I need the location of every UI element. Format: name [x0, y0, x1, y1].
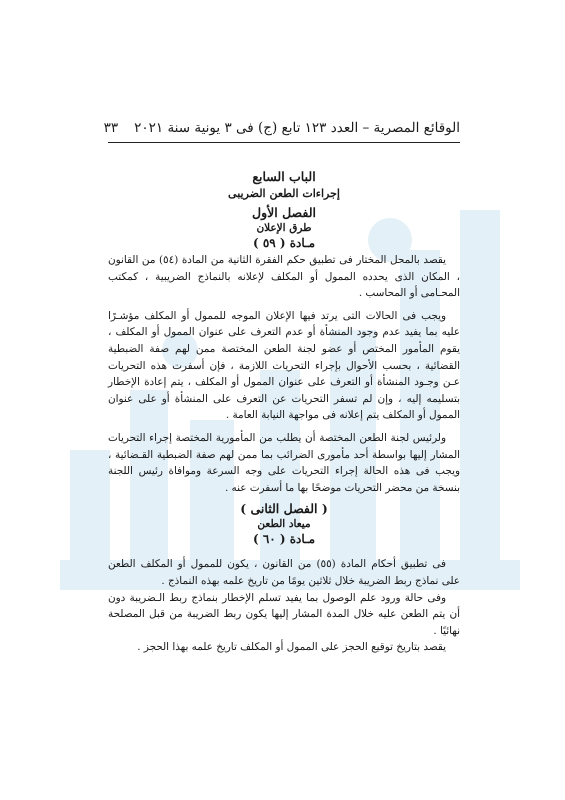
- chapter-title: الباب السابع: [252, 169, 316, 184]
- paragraph: يقصد بالمحل المختار فى تطبيق حكم الفقرة الثانية من المادة (٥٤) من القانون ، المكان الذى يحدده الممول أو المكلف لإعلانه بالنماذج الضريبية ، كمكتب المحـامى أو المحاسب .: [108, 254, 460, 300]
- paragraph: ويجب فى الحالات التى يرتد فيها الإعلان الموجه للممول أو المكلف مؤشـرًا عليه بما يفيد عدم وجود المنشأة أو عدم التعرف على عنوان الممول أو المكلف ، يقوم المأمور المختص أو عضو لجنة الطعن المختصة ممن لهم صفة الضبطية القضائية ، بحسب الأحوال بإجراء التحريات اللازمة ، فإن أسفرت هذه التحريات عـن وجـود المنشأة أو التعرف على عنوان الممول أو المكلف ، يتم إعادة الإخطار بتسليمه إليه ، وإن لم تسفر التحريات عن التعرف على المنشأة أو على عنوان الممول أو المكلف يتم إعلانه فى مواجهة النيابة العامة .: [108, 309, 460, 422]
- paragraph: ولرئيس لجنة الطعن المختصة أن يطلب من المأمورية المختصة إجراء التحريات المشار إليها بواسطة أحد مأمورى الضرائب بما ممن لهم صفة الضبطية القـضائية ، ويجب فى هذه الحالة إجراء التحريات على وجه السرعة وموافاة رئيس اللجنة بنسخة من محضر التحريات موضحًا بها ما أسفرت عنه .: [108, 431, 460, 494]
- section-title: الفصل الأول: [252, 205, 316, 220]
- header-title: الوقائع المصرية – العدد ١٢٣ تابع (ج) فى ٣ يونية سنة ٢٠٢١: [134, 120, 460, 136]
- paragraph: يقصد بتاريخ توقيع الحجز على الممول أو المكلف تاريخ علمه بهذا الحجز .: [137, 641, 446, 654]
- article-heading: مـادة ( ٥٩ ): [252, 236, 315, 250]
- chapter-subtitle: إجراءات الطعن الضريبى: [228, 187, 340, 200]
- section-title: ( الفصل الثانى ): [240, 501, 328, 517]
- paragraph: وفى حالة ورود علم الوصول بما يفيد تسلم الإخطار بنماذج ربط الـضريبة دون أن يتم الطعن عليه خلال المدة المشار إليها يكون ربط الضريبة من قبل المصلحة نهائيًا .: [108, 591, 460, 637]
- paragraph: فى تطبيق أحكام المادة (٥٥) من القانون ، يكون للممول أو المكلف الطعن على نماذج ربط الضريبة خلال ثلاثين يومًا من تاريخ علمه بهذه النماذج .: [108, 558, 460, 587]
- article-heading: مـادة ( ٦٠ ): [252, 532, 315, 547]
- section-subtitle: طرق الإعلان: [256, 222, 312, 234]
- page-number: ٣٣: [103, 120, 119, 136]
- section-subtitle: ميعاد الطعن: [257, 518, 311, 531]
- document-page: [103, 120, 460, 656]
- page-header: [103, 120, 460, 143]
